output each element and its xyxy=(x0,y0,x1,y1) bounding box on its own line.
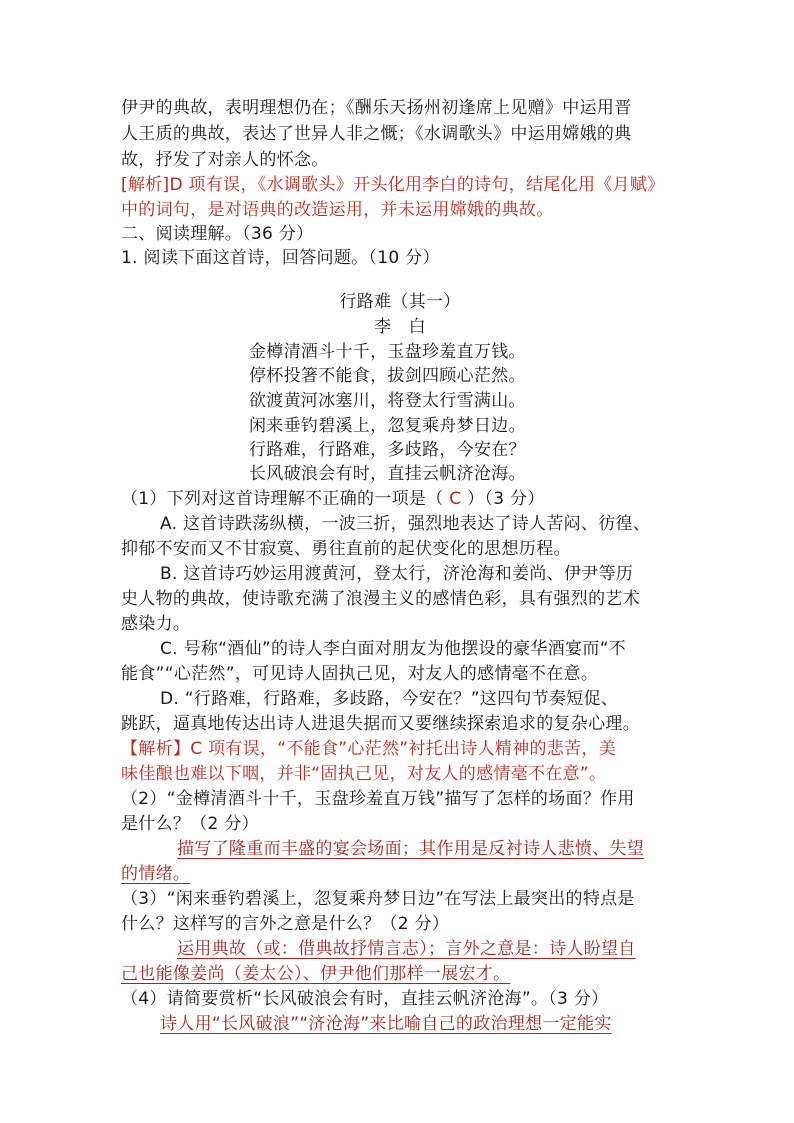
answer-line: 的情绪。 xyxy=(121,864,191,884)
option-d: 跳跃，逼真地传达出诗人进退失据而又要继续探索追求的复杂心理。 xyxy=(121,714,640,734)
answer-line: 描写了隆重而丰盛的宴会场面；其作用是反衬诗人悲愤、失望 xyxy=(177,839,645,859)
question-text: ）（3 分） xyxy=(461,489,545,509)
section-heading: 二、阅读理解。（36 分） xyxy=(121,224,314,244)
answer-line: 运用典故（或：借典故抒情言志）；言外之意是：诗人盼望自 xyxy=(177,939,636,959)
poem-line: 行路难，行路难，多歧路，今安在？ xyxy=(249,440,526,460)
sub-question-4: （4）请简要赏析“长风破浪会有时，直挂云帆济沧海”。（3 分） xyxy=(121,989,609,1009)
poem-line: 闲来垂钓碧溪上，忽复乘舟梦日边。 xyxy=(249,416,526,436)
option-a: A. 这首诗跌荡纵横，一波三折，强烈地表达了诗人苦闷、彷徨、 xyxy=(160,514,651,534)
analysis-line: [解析]D 项有误，《水调歌头》开头化用李白的诗句，结尾化用《月赋》 xyxy=(121,175,665,195)
poem-line: 停杯投箸不能食，拔剑四顾心茫然。 xyxy=(249,366,526,386)
analysis-line: 味佳酿也难以下咽，并非“固执己见，对友人的感情毫不在意”。 xyxy=(121,764,607,784)
text-line: 伊尹的典故，表明理想仍在；《酬乐天扬州初逢席上见赠》中运用晋 xyxy=(121,98,632,118)
option-c: C. 号称“酒仙”的诗人李白面对朋友为他摆设的豪华酒宴而“不 xyxy=(160,639,627,659)
option-a: 抑郁不安而又不甘寂寞、勇往直前的起伏变化的思想历程。 xyxy=(121,539,571,559)
poem-line: 长风破浪会有时，直挂云帆济沧海。 xyxy=(249,464,526,484)
sub-question-3: 什么？这样写的言外之意是什么？（2 分） xyxy=(121,914,450,934)
analysis-line: 【解析】C 项有误，“不能食”心茫然”衬托出诗人精神的悲苦，美 xyxy=(121,739,616,759)
option-c: 能食”“心茫然”，可见诗人固执己见，对友人的感情毫不在意。 xyxy=(121,664,599,684)
answer-letter: C xyxy=(449,489,462,509)
poem-line: 金樽清酒斗十千，玉盘珍羞直万钱。 xyxy=(249,342,526,362)
analysis-line: 中的词句，是对语典的改造运用，并未运用嫦娥的典故。 xyxy=(121,200,554,220)
question-text: （1）下列对这首诗理解不正确的一项是（ xyxy=(121,489,450,509)
answer-line: 诗人用“长风破浪”“济沧海”来比喻自己的政治理想一定能实 xyxy=(160,1014,612,1034)
sub-question-1 xyxy=(121,487,545,511)
text-line: 人王质的典故，表达了世异人非之慨；《水调歌头》中运用嫦娥的典 xyxy=(121,124,632,144)
poem-title: 行路难（其一） xyxy=(339,292,461,312)
question-heading: 1. 阅读下面这首诗，回答问题。（10 分） xyxy=(121,248,440,268)
option-b: 史人物的典故，使诗歌充满了浪漫主义的感情色彩，具有强烈的艺术 xyxy=(121,589,640,609)
poem-author: 李 白 xyxy=(374,317,426,337)
poem-line: 欲渡黄河冰塞川，将登太行雪满山。 xyxy=(249,391,526,411)
option-b: 感染力。 xyxy=(121,614,191,634)
text-line: 故，抒发了对亲人的怀念。 xyxy=(121,150,329,170)
sub-question-2: 是什么？（2 分） xyxy=(121,814,259,834)
answer-line: 己也能像姜尚（姜太公）、伊尹他们那样一展宏才。 xyxy=(121,964,511,984)
option-b: B. 这首诗巧妙运用渡黄河，登太行，济沧海和姜尚、伊尹等历 xyxy=(160,564,634,584)
sub-question-3: （3）“闲来垂钓碧溪上，忽复乘舟梦日边”在写法上最突出的特点是 xyxy=(121,889,635,909)
sub-question-2: （2）“金樽清酒斗十千，玉盘珍羞直万钱”描写了怎样的场面？作用 xyxy=(121,789,635,809)
option-d: D. “行路难，行路难，多歧路，今安在？”这四句节奏短促、 xyxy=(160,689,619,709)
